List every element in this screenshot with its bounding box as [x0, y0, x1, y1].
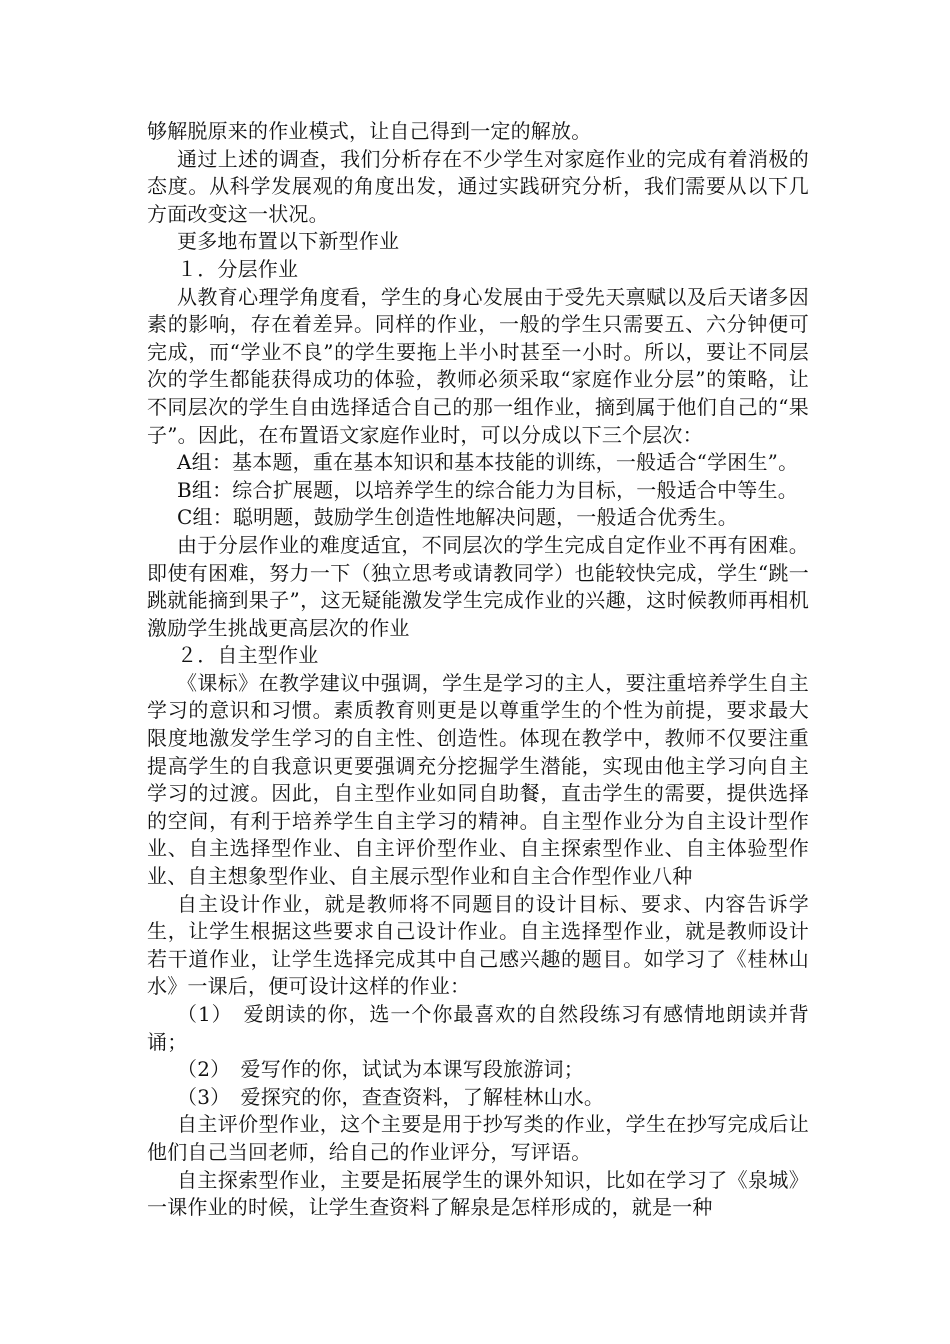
subsection-heading: １．分层作业 [177, 256, 299, 281]
list-item: （2） 爱写作的你，试试为本课写段旅游词； [177, 1057, 584, 1082]
paragraph: 《课标》在教学建议中强调，学生是学习的主人，要注重培养学生自主学习的意识和习惯。素质教育则更是以尊重学生的个性为前提，要求最大限度地激发学生学习的自主性、创造性。体现在教学中，教师不仅要注重提高学生的自我意识更要强调充分挖掘学生潜能，实现由他主学习向自主学习的过渡。因此，自主型作业如同自助餐，直击学生的需要，提供选择的空间，有利于培养学生自主学习的精神。自主型作业分为自主设计型作业、自主选择型作业、自主评价型作业、自主探索型作业、自主体验型作业、自主想象型作业、自主展示型作业和自主合作型作业八种 [147, 670, 809, 889]
paragraph: 通过上述的调查，我们分析存在不少学生对家庭作业的完成有着消极的态度。从科学发展观的角度出发，通过实践研究分析，我们需要从以下几方面改变这一状况。 [147, 146, 809, 226]
subsection-heading: ２．自主型作业 [177, 643, 319, 668]
paragraph: 自主设计作业，就是教师将不同题目的设计目标、要求、内容告诉学生，让学生根据这些要求自己设计作业。自主选择型作业，就是教师设计若干道作业，让学生选择完成其中自己感兴趣的题目。如学习了《桂林山水》一课后，便可设计这样的作业： [147, 891, 809, 999]
document-page [147, 118, 809, 1222]
paragraph: 从教育心理学角度看，学生的身心发展由于受先天禀赋以及后天诸多因素的影响，存在着差异。同样的作业，一般的学生只需要五、六分钟便可完成，而“学业不良”的学生要拖上半小时甚至一小时。所以，要让不同层次的学生都能获得成功的体验，教师必须采取“家庭作业分层”的策略，让不同层次的学生自由选择适合自己的那一组作业，摘到属于他们自己的“果子”。因此，在布置语文家庭作业时，可以分成以下三个层次： [147, 284, 809, 447]
list-item: （3） 爱探究的你，查查资料，了解桂林山水。 [177, 1084, 605, 1109]
paragraph: 自主探索型作业，主要是拓展学生的课外知识，比如在学习了《泉城》一课作业的时候，让学生查资料了解泉是怎样形成的，就是一种 [147, 1167, 809, 1220]
list-item: A组：基本题，重在基本知识和基本技能的训练，一般适合“学困生”。 [177, 450, 799, 475]
paragraph: 够解脱原来的作业模式，让自己得到一定的解放。 [147, 119, 592, 143]
list-item: C组：聪明题，鼓励学生创造性地解决问题，一般适合优秀生。 [177, 505, 738, 530]
paragraph: 自主评价型作业，这个主要是用于抄写类的作业，学生在抄写完成后让他们自己当回老师，给自己的作业评分，写评语。 [147, 1112, 809, 1164]
paragraph: 由于分层作业的难度适宜，不同层次的学生完成自定作业不再有困难。即使有困难，努力一下（独立思考或请教同学）也能较快完成，学生“跳一跳就能摘到果子”，这无疑能激发学生完成作业的兴趣，这时候教师再相机激励学生挑战更高层次的作业 [147, 532, 809, 640]
list-item: （1） 爱朗读的你，选一个你最喜欢的自然段练习有感情地朗读并背诵； [147, 1002, 809, 1054]
section-heading: 更多地布置以下新型作业 [177, 229, 400, 254]
list-item: B组：综合扩展题，以培养学生的综合能力为目标，一般适合中等生。 [177, 477, 798, 502]
